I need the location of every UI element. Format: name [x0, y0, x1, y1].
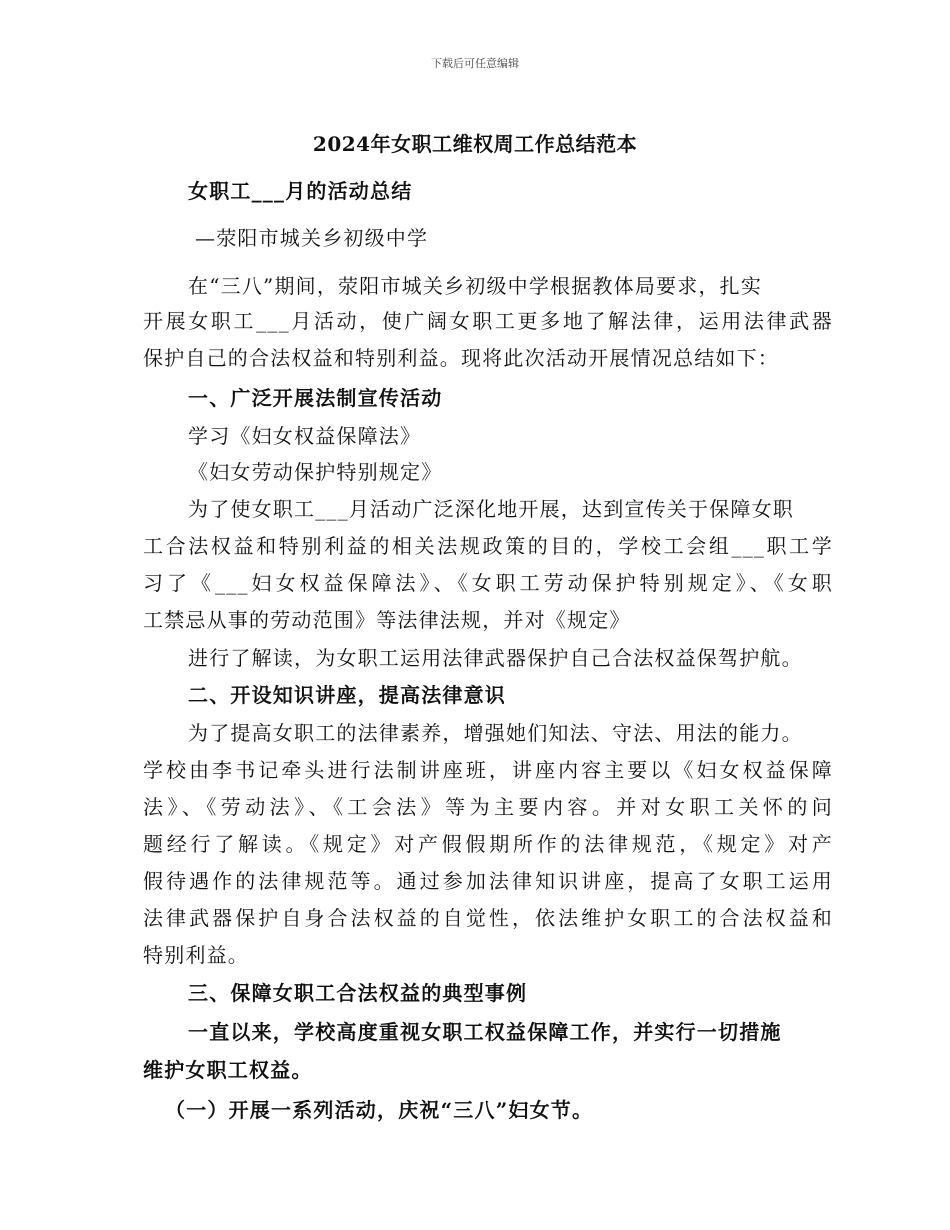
section-heading: 一、广泛开展法制宣传活动	[188, 386, 443, 410]
paragraph-line: 法》、《劳动法》、《工会法》等为主要内容。并对女职工关怀的问	[143, 795, 833, 819]
intro-line: 保护自己的合法权益和特别利益。现将此次活动开展情况总结如下：	[143, 346, 779, 370]
paragraph-line: 习了《___妇女权益保障法》、《女职工劳动保护特别规定》、《女职	[143, 571, 833, 595]
intro-line: 在“三八”期间，荥阳市城关乡初级中学根据教体局要求，扎实	[188, 274, 763, 298]
paragraph-line: 法律武器保护自身合法权益的自觉性，依法维护女职工的合法权益和	[143, 906, 833, 930]
section-heading: 三、保障女职工合法权益的典型事例	[188, 981, 528, 1005]
paragraph-line: 学习《妇女权益保障法》	[188, 424, 422, 448]
sub-heading: （一）开展一系列活动，庆祝“三八”妇女节。	[165, 1098, 594, 1122]
paragraph-line: 一直以来，学校高度重视女职工权益保障工作，并实行一切措施	[188, 1020, 782, 1044]
paragraph-line: 工禁忌从事的劳动范围》等法律法规，并对《规定》	[143, 608, 631, 632]
paragraph-line: 工合法权益和特别利益的相关法规政策的目的，学校工会组___职工学	[143, 534, 833, 558]
header-note: 下载后可任意编辑	[431, 57, 519, 70]
organization: —荥阳市城关乡初级中学	[195, 226, 429, 250]
paragraph-line: 学校由李书记牵头进行法制讲座班，讲座内容主要以《妇女权益保障	[143, 758, 833, 782]
paragraph-line: 为了提高女职工的法律素养，增强她们知法、守法、用法的能力。	[188, 721, 803, 745]
intro-line: 开展女职工___月活动，使广阔女职工更多地了解法律，运用法律武器	[143, 309, 833, 333]
section-heading: 二、开设知识讲座，提高法律意识	[188, 683, 506, 707]
subtitle: 女职工___月的活动总结	[188, 179, 413, 203]
paragraph-line: 《妇女劳动保护特别规定》	[188, 460, 443, 484]
paragraph-line: 维护女职工权益。	[143, 1058, 313, 1082]
paragraph-line: 为了使女职工___月活动广泛深化地开展，达到宣传关于保障女职	[188, 497, 794, 521]
paragraph-line: 题经行了解读。《规定》对产假假期所作的法律规范，《规定》对产	[143, 832, 833, 856]
paragraph-line: 进行了解读，为女职工运用法律武器保护自己合法权益保驾护航。	[188, 646, 803, 670]
document-title: 2024年女职工维权周工作总结范本	[312, 132, 638, 156]
paragraph-line: 特别利益。	[143, 943, 249, 967]
paragraph-line: 假待遇作的法律规范等。通过参加法律知识讲座，提高了女职工运用	[143, 869, 833, 893]
